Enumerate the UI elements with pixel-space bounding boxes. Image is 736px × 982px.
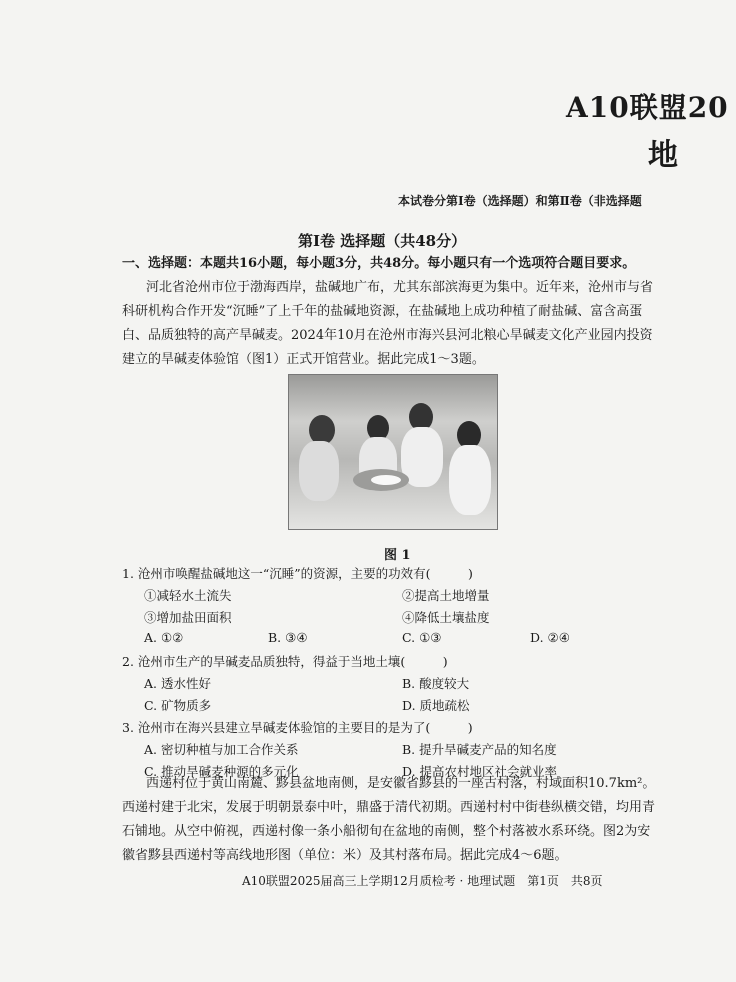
q1-statement-2: ②提高土地增量: [402, 588, 490, 603]
exam-title: A10联盟20: [566, 91, 729, 124]
passage2-line: 石铺地。从空中俯视，西递村像一条小船彻旬在盆地的南侧，整个村落被水系环绕。图2为安: [122, 824, 651, 839]
subject-title: 地: [648, 138, 678, 173]
passage1-line: 河北省沧州市位于渤海西岸，盐碱地广布，尤其东部滨海更为集中。近年来，沧州市与省: [146, 280, 654, 295]
exam-note: 本试卷分第Ⅰ卷（选择题）和第Ⅱ卷（非选择题: [398, 194, 642, 208]
q1-option-d: D. ②④: [530, 630, 570, 645]
passage1-line: 科研机构合作开发“沉睡”了上千年的盐碱地资源，在盐碱地上成功种植了耐盐碱、富含高蛋: [122, 304, 643, 319]
q1-statement-3: ③增加盐田面积: [144, 610, 232, 625]
q3-option-c: C. 推动旱碱麦种源的多元化: [144, 764, 299, 779]
section-title: 第Ⅰ卷 选择题（共48分）: [298, 232, 467, 250]
passage2-line: 西递村建于北宋，发展于明朝景泰中叶，鼎盛于清代初期。西递村村中街巷纵横交错，均用青: [122, 800, 656, 815]
q1-statement-4: ④降低土壤盐度: [402, 610, 490, 625]
question-2-stem: 2. 沧州市生产的旱碱麦品质独特，得益于当地土壤( ): [122, 654, 448, 669]
q2-option-d: D. 质地疏松: [402, 698, 470, 713]
q1-statement-1: ①减轻水土流失: [144, 588, 232, 603]
question-3-stem: 3. 沧州市在海兴县建立旱碱麦体验馆的主要目的是为了( ): [122, 720, 473, 735]
figure1-photo: [288, 374, 498, 530]
q3-option-b: B. 提升旱碱麦产品的知名度: [402, 742, 557, 757]
q1-option-b: B. ③④: [268, 630, 308, 645]
q2-option-c: C. 矿物质多: [144, 698, 212, 713]
figure1-caption: 图 1: [384, 548, 411, 563]
passage2-line: 徽省黟县西递村等高线地形图（单位：米）及其村落布局。据此完成4～6题。: [122, 848, 568, 863]
q3-option-a: A. 密切种植与加工合作关系: [144, 742, 299, 757]
passage2-line: 西递村位于黄山南麓、黟县盆地南侧，是安徽省黟县的一座古村落，村域面积10.7km²。: [146, 776, 656, 791]
q1-option-c: C. ①③: [402, 630, 442, 645]
passage1-line: 白、品质独特的高产旱碱麦。2024年10月在沧州市海兴县河北粮心旱碱麦文化产业园内投资: [122, 328, 653, 343]
q1-option-a: A. ①②: [144, 630, 184, 645]
passage1-line: 建立的旱碱麦体验馆（图1）正式开馆营业。据此完成1～3题。: [122, 352, 485, 367]
q2-option-a: A. 透水性好: [144, 676, 211, 691]
page-footer: A10联盟2025届高三上学期12月质检考 · 地理试题 第1页 共8页: [242, 874, 603, 888]
q3-option-d: D. 提高农村地区社会就业率: [402, 764, 558, 779]
q2-option-b: B. 酸度较大: [402, 676, 470, 691]
question-1-stem: 1. 沧州市唤醒盐碱地这一“沉睡”的资源，主要的功效有( ): [122, 566, 473, 581]
section-intro: 一、选择题：本题共16小题，每小题3分，共48分。每小题只有一个选项符合题目要求。: [122, 256, 636, 271]
